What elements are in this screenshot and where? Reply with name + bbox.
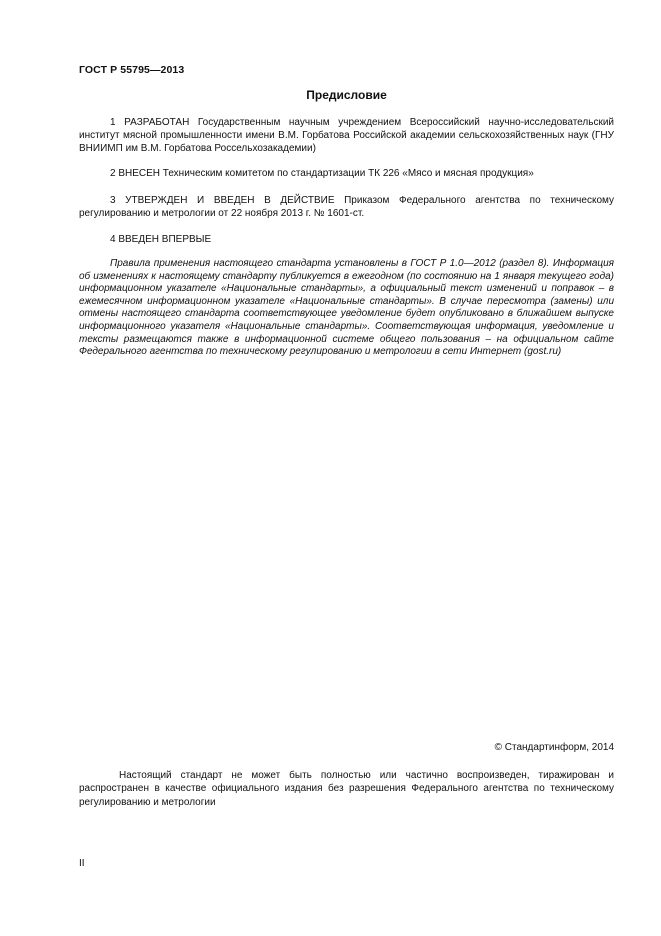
- reproduction-notice: Настоящий стандарт не может быть полностью или частично воспроизведен, тиражирован и распространен в качестве официального издания без разрешения Федерального агентства по техническому регулированию и метрологии: [79, 770, 614, 808]
- rules-of-application-note: Правила применения настоящего стандарта установлены в ГОСТ Р 1.0—2012 (раздел 8). Информация об изменениях к настоящему стандарту публикуется в ежегодном (по состоянию на 1 января текущего года) информационном указателе «Национальные стандарты», а официальный текст изменений и поправок – в ежемесячном информационном указателе «Национальные стандарты». В случае пересмотра (замены) или отмены настоящего стандарта соответствующее уведомление будет опубликовано в ближайшем выпуске информационного указателя «Национальные стандарты». Соответствующая информация, уведомление и тексты размещаются также в информационной системе общего пользования – на официальном сайте Федерального агентства по техническому регулированию и метрологии в сети Интернет (gost.ru): [79, 258, 614, 358]
- foreword-item-approved: 3 УТВЕРЖДЕН И ВВЕДЕН В ДЕЙСТВИЕ Приказом Федерального агентства по техническому регулированию и метрологии от 22 ноября 2013 г. № 1601-ст.: [79, 195, 614, 219]
- copyright-line: © Стандартинформ, 2014: [494, 742, 614, 753]
- foreword-item-first-introduced: 4 ВВЕДЕН ВПЕРВЫЕ: [110, 234, 212, 245]
- foreword-title: Предисловие: [306, 88, 387, 102]
- document-code: ГОСТ Р 55795—2013: [79, 64, 185, 76]
- foreword-item-developed: 1 РАЗРАБОТАН Государственным научным учреждением Всероссийский научно-исследовательский институт мясной промышленности имени В.М. Горбатова Российской академии сельскохозяйственных наук (ГНУ ВНИИМП им В.М. Горбатова Россельхозакадемии): [79, 117, 614, 154]
- foreword-item-introduced: 2 ВНЕСЕН Техническим комитетом по стандартизации ТК 226 «Мясо и мясная продукция»: [110, 168, 534, 179]
- page-number: II: [79, 858, 85, 869]
